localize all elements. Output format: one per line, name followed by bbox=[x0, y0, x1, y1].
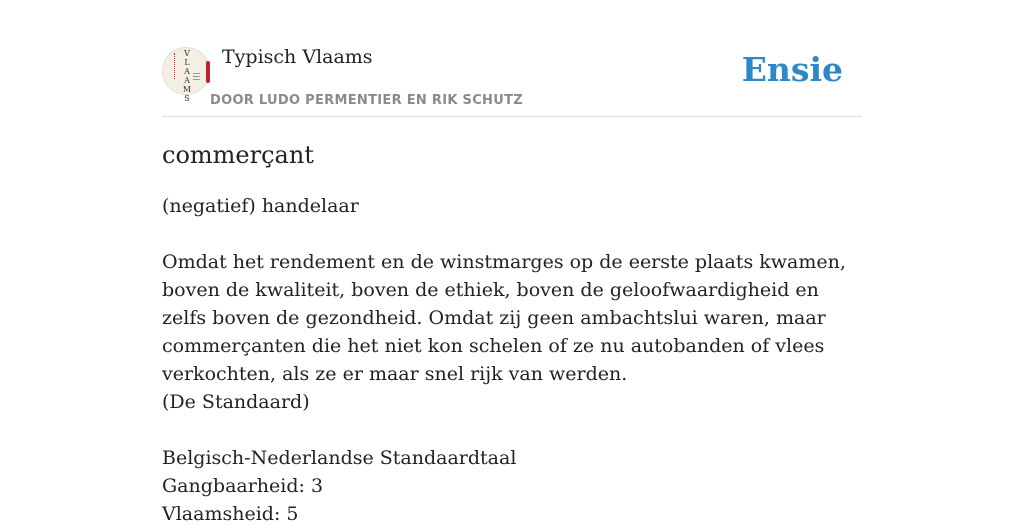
logo-dotted-line bbox=[174, 53, 177, 79]
site-title[interactable]: Typisch Vlaams bbox=[222, 46, 373, 68]
logo-letter: M bbox=[182, 85, 192, 94]
authors-byline: DOOR LUDO PERMENTIER EN RIK SCHUTZ bbox=[210, 93, 523, 108]
logo-letter: L bbox=[184, 58, 190, 67]
logo-letter: S bbox=[184, 94, 190, 103]
logo-letters bbox=[182, 49, 192, 103]
entry-content bbox=[162, 138, 862, 528]
logo-text-line bbox=[193, 79, 200, 80]
book-logo-icon[interactable] bbox=[162, 47, 210, 103]
gangbaarheid: Gangbaarheid: 3 bbox=[162, 475, 324, 497]
language-variant: Belgisch-Nederlandse Standaardtaal bbox=[162, 447, 517, 469]
logo-red-accent bbox=[206, 61, 210, 83]
ensie-brand-link[interactable]: Ensie bbox=[741, 50, 843, 89]
logo-letter: V bbox=[184, 49, 190, 58]
logo-text-line bbox=[193, 76, 200, 77]
entry-term: commerçant bbox=[162, 141, 314, 169]
logo-letter: A bbox=[184, 76, 190, 85]
entry-definition: (negatief) handelaar bbox=[162, 195, 359, 217]
entry-example: Omdat het rendement en de winstmarges op de eerste plaats kwamen, boven de kwaliteit, boven de ethiek, boven de geloofwaardigheid en zelfs boven de gezondheid. Omdat zij geen ambachtslui waren, maar commerçanten die het niet kon schelen of ze nu autobanden of vlees verkochten, als ze er maar snel rijk van werden. bbox=[162, 251, 846, 385]
logo-letter: A bbox=[184, 67, 190, 76]
logo-text-line bbox=[193, 73, 200, 74]
site-header bbox=[162, 0, 862, 117]
entry-meta bbox=[162, 444, 862, 528]
vlaamsheid: Vlaamsheid: 5 bbox=[162, 503, 299, 525]
entry-source: (De Standaard) bbox=[162, 391, 310, 413]
